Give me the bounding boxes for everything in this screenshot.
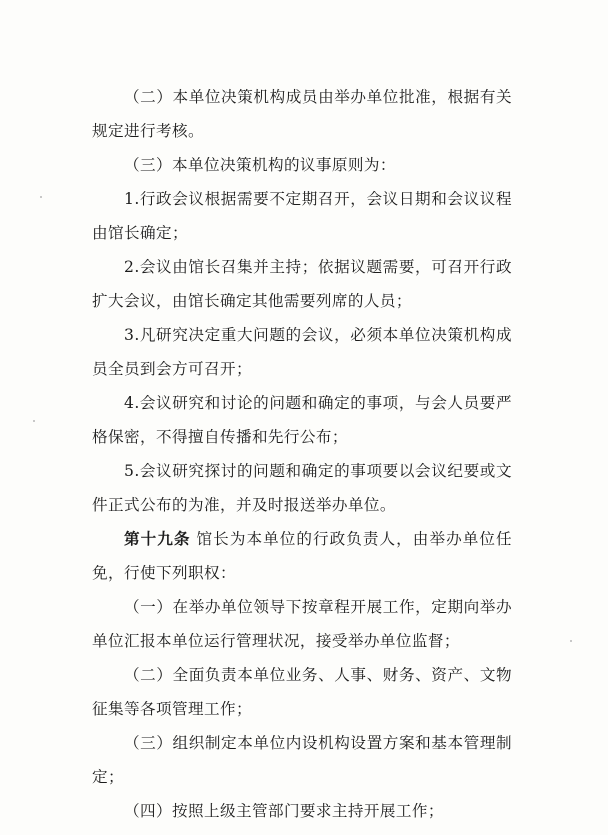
paragraph-power-2	[92, 658, 512, 726]
scan-speck	[33, 420, 35, 422]
paragraph-item-4	[92, 386, 512, 454]
paragraph-text: （三）组织制定本单位内设机构设置方案和基本管理制定；	[92, 734, 512, 786]
paragraph-text: 5.会议研究探讨的问题和确定的事项要以会议纪要或文件正式公布的为准，并及时报送举办单位。	[92, 462, 512, 514]
paragraph-item-2	[92, 250, 512, 318]
paragraph-text: （一）在举办单位领导下按章程开展工作，定期向举办单位汇报本单位运行管理状况，接受举办单位监督；	[92, 598, 512, 650]
paragraph-text: （四）按照上级主管部门要求主持开展工作；	[124, 802, 444, 820]
paragraph-text: 3.凡研究决定重大问题的会议，必须本单位决策机构成员全员到会方可召开；	[92, 326, 512, 378]
paragraph-power-4	[92, 794, 512, 828]
scan-speck	[40, 196, 42, 198]
paragraph-text: （三）本单位决策机构的议事原则为：	[124, 156, 396, 174]
paragraph-item-3	[92, 318, 512, 386]
paragraph-power-1	[92, 590, 512, 658]
paragraph-text: 馆长为本单位的行政负责人，由举办单位任免，行使下列职权：	[92, 530, 512, 582]
paragraph-text: 2.会议由馆长召集并主持；依据议题需要，可召开行政扩大会议，由馆长确定其他需要列席的人员；	[92, 258, 512, 310]
paragraph-item-5	[92, 454, 512, 522]
paragraph-item-1	[92, 182, 512, 250]
paragraph-power-3	[92, 726, 512, 794]
scan-speck	[570, 640, 572, 642]
paragraph-decision-principles	[92, 148, 512, 182]
paragraph-text: 4.会议研究和讨论的问题和确定的事项，与会人员要严格保密，不得擅自传播和先行公布；	[92, 394, 512, 446]
paragraph-text: （二）全面负责本单位业务、人事、财务、资产、文物征集等各项管理工作；	[92, 666, 512, 718]
article-19	[92, 522, 512, 590]
article-heading: 第十九条	[124, 529, 191, 548]
paragraph-text: （二）本单位决策机构成员由举办单位批准，根据有关规定进行考核。	[92, 88, 512, 140]
paragraph-decision-members	[92, 80, 512, 148]
paragraph-text: 1.行政会议根据需要不定期召开，会议日期和会议议程由馆长确定；	[92, 190, 512, 242]
